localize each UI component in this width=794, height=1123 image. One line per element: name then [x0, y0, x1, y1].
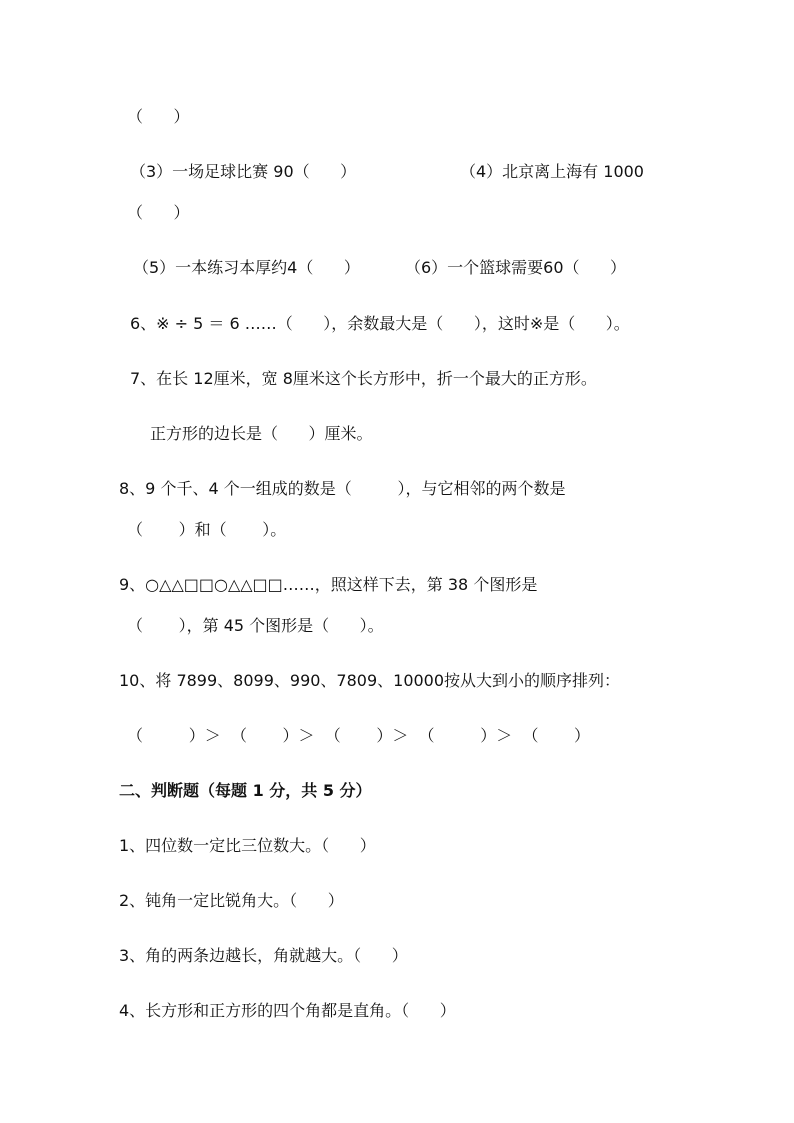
question-8: 8、9 个千、4 个一组成的数是（ ），与它相邻的两个数是: [119, 479, 566, 498]
judgement-question-3: 3、角的两条边越长，角就越大。（ ）: [119, 946, 408, 965]
question-5-6: （6）一个篮球需要60（ ）: [405, 258, 627, 277]
question-10-answer: （ ）＞ （ ）＞ （ ）＞ （ ）＞ （ ）: [127, 726, 591, 745]
question-8-answer: （ ）和（ ）。: [127, 520, 287, 539]
question-6: 6、※ ÷ 5 ＝ 6 ……（ ），余数最大是（ ），这时※是（ ）。: [130, 314, 630, 333]
question-5-4: （4）北京离上海有 1000: [460, 162, 644, 181]
answer-blank-line: （ ）: [127, 203, 190, 222]
section-heading-judgement: 二、判断题（每题 1 分，共 5 分）: [119, 781, 372, 800]
question-5-5: （5）一本练习本厚约4（ ）: [133, 258, 360, 277]
judgement-question-1: 1、四位数一定比三位数大。（ ）: [119, 836, 376, 855]
answer-blank-line: （ ）: [127, 107, 190, 126]
question-9: 9、○△△□□○△△□□……，照这样下去，第 38 个图形是: [119, 575, 538, 594]
question-7: 7、在长 12厘米，宽 8厘米这个长方形中，折一个最大的正方形。: [130, 369, 597, 388]
judgement-question-2: 2、钝角一定比锐角大。（ ）: [119, 891, 344, 910]
question-7-answer: 正方形的边长是（ ）厘米。: [150, 424, 373, 443]
question-9-answer: （ ），第 45 个图形是（ ）。: [127, 616, 384, 635]
question-10: 10、将 7899、8099、990、7809、10000按从大到小的顺序排列：: [119, 671, 621, 690]
judgement-question-4: 4、长方形和正方形的四个角都是直角。（ ）: [119, 1001, 456, 1020]
question-5-3: （3）一场足球比赛 90（ ）: [130, 162, 357, 181]
